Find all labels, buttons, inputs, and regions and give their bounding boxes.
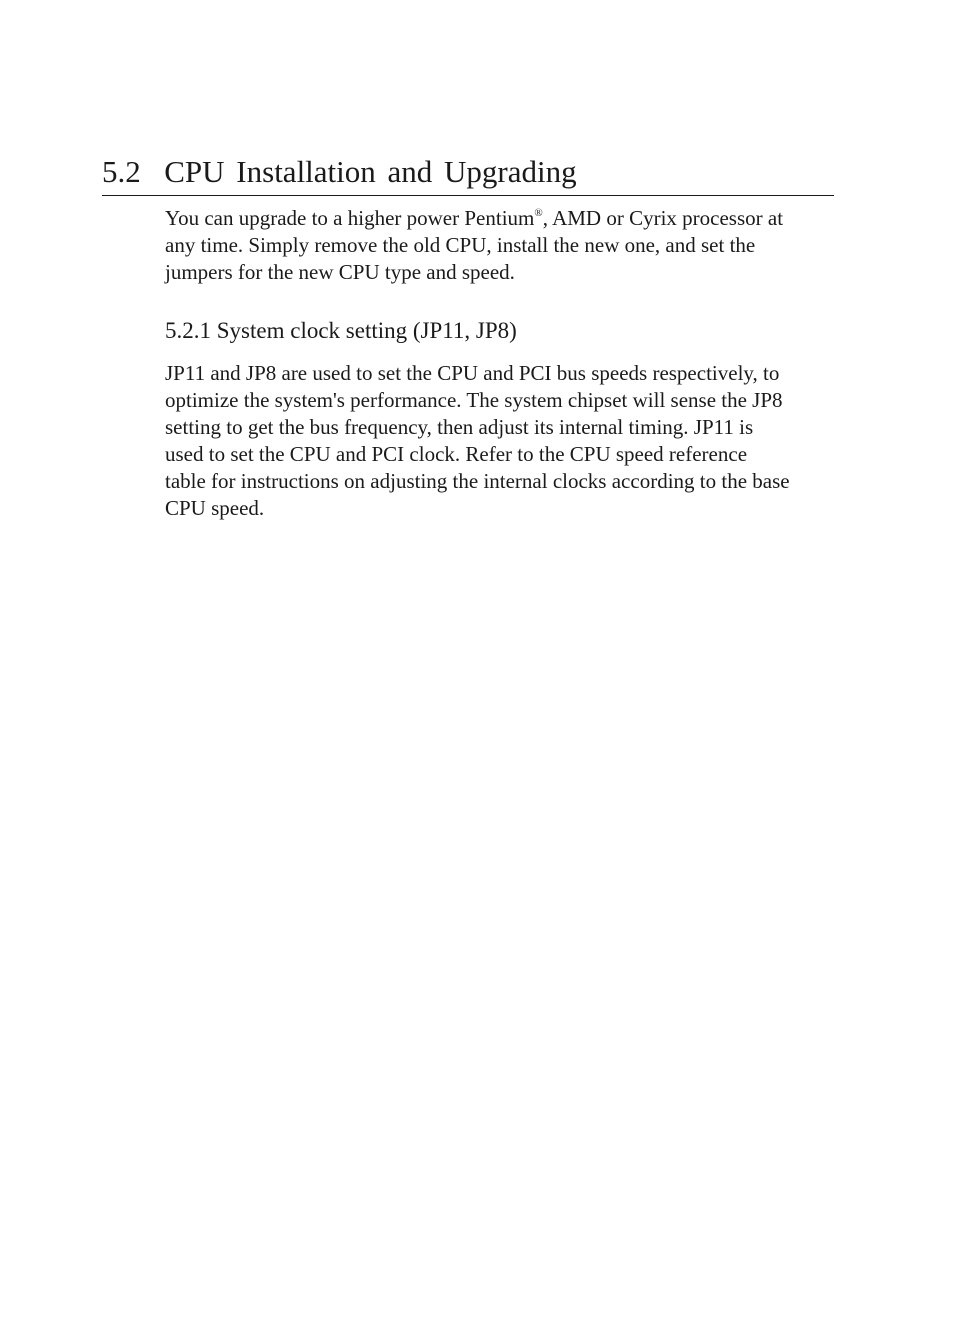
- body-line: setting to get the bus frequency, then adjust its internal timing. JP11 is: [165, 415, 754, 439]
- section-title: CPU Installation and Upgrading: [164, 154, 577, 189]
- heading-divider: [102, 195, 834, 196]
- section-number: 5.2: [102, 154, 141, 189]
- intro-line-1-rest: , AMD or Cyrix processor at: [542, 206, 784, 230]
- registered-mark: ®: [534, 207, 543, 219]
- intro-line-3: jumpers for the new CPU type and speed.: [165, 260, 515, 284]
- body-paragraph: [165, 360, 790, 522]
- intro-line-1: [165, 205, 783, 232]
- body-line: used to set the CPU and PCI clock. Refer to the CPU speed reference: [165, 442, 748, 466]
- section-heading: [102, 152, 833, 192]
- intro-line-2: any time. Simply remove the old CPU, install the new one, and set the: [165, 233, 756, 257]
- body-line: CPU speed.: [165, 496, 265, 520]
- intro-paragraph: [165, 205, 783, 286]
- intro-line-1-text: You can upgrade to a higher power Pentium: [165, 206, 535, 230]
- body-line: optimize the system's performance. The system chipset will sense the JP8: [165, 388, 783, 412]
- body-line: JP11 and JP8 are used to set the CPU and PCI bus speeds respectively, to: [165, 361, 780, 385]
- body-line: table for instructions on adjusting the internal clocks according to the base: [165, 469, 790, 493]
- subsection-heading: 5.2.1 System clock setting (JP11, JP8): [165, 318, 517, 343]
